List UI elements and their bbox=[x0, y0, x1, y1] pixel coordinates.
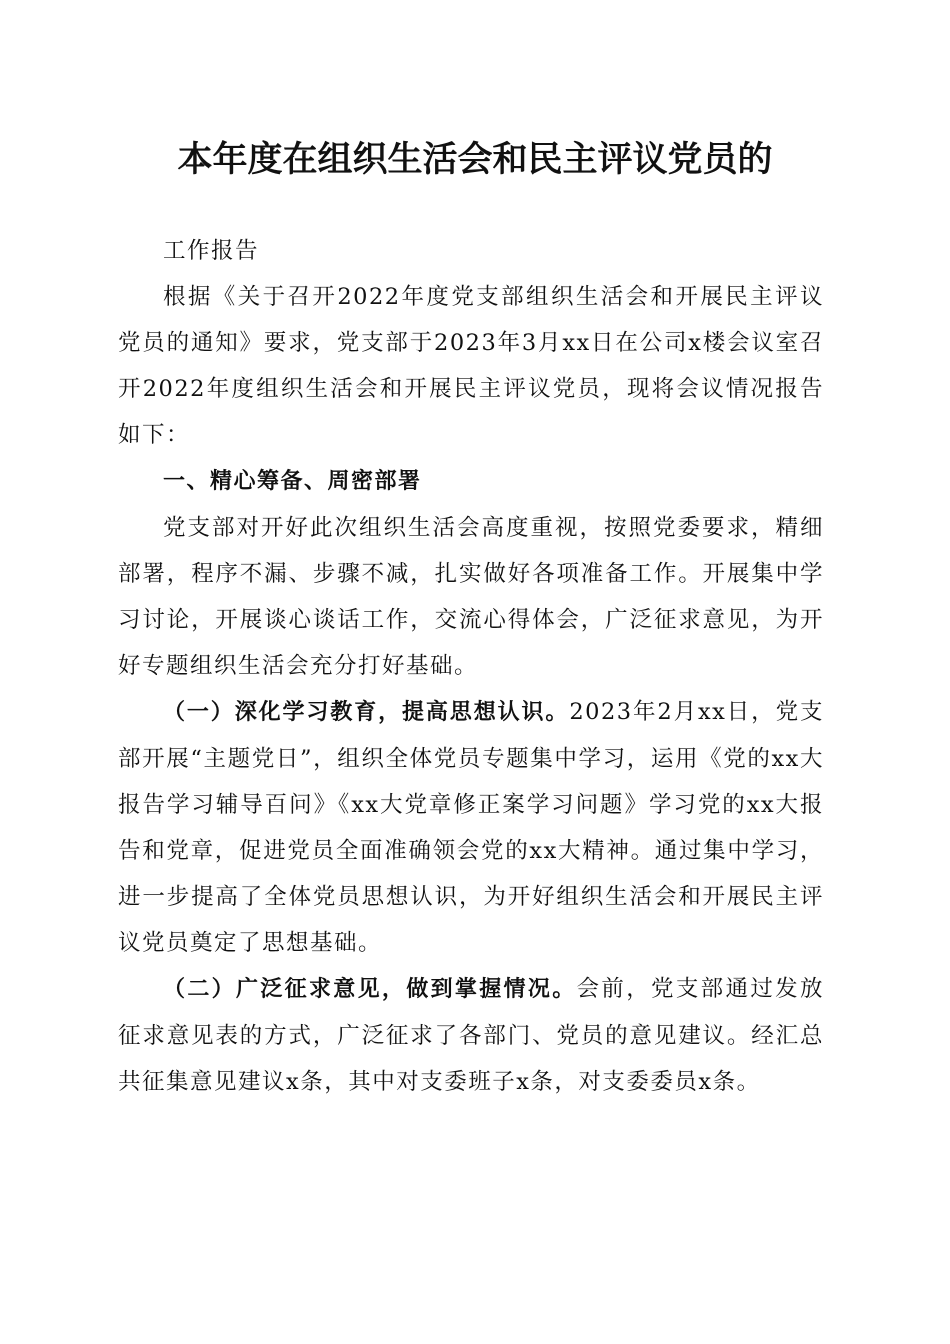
section-heading-text: 一、精心筹备、周密部署 bbox=[163, 469, 422, 494]
paragraph-subsection-1 bbox=[118, 689, 824, 966]
paragraph-text: 会前，党支部通过发放征求意见表的方式，广泛征求了各部门、党员的意见建议。经汇总共征集意见建议x条，其中对支委班子x条，对支委委员x条。 bbox=[118, 976, 824, 1095]
document-title: 本年度在组织生活会和民主评议党员的 bbox=[177, 139, 773, 180]
paragraph-text: 根据《关于召开2022年度党支部组织生活会和开展民主评议党员的通知》要求，党支部于2023年3月xx日在公司x楼会议室召开2022年度组织生活会和开展民主评议党员，现将会议情况报告如下： bbox=[118, 284, 824, 448]
paragraph-section-body bbox=[118, 505, 824, 689]
subsection-lead: （二）广泛征求意见，做到掌握情况。 bbox=[163, 977, 577, 1002]
section-heading bbox=[118, 458, 824, 505]
paragraph-text: 党支部对开好此次组织生活会高度重视，按照党委要求，精细部署，程序不漏、步骤不减，扎实做好各项准备工作。开展集中学习讨论，开展谈心谈话工作，交流心得体会，广泛征求意见，为开好专题组织生活会充分打好基础。 bbox=[118, 515, 824, 679]
paragraph-subsection-2 bbox=[118, 966, 824, 1105]
paragraph-text: 工作报告 bbox=[163, 238, 260, 264]
subsection-lead: （一）深化学习教育，提高思想认识。 bbox=[163, 700, 570, 725]
paragraph-text: 2023年2月xx日，党支部开展“主题党日”，组织全体党员专题集中学习，运用《党的xx大报告学习辅导百问》《xx大党章修正案学习问题》学习党的xx大报告和党章，促进党员全面准确领会党的xx大精神。通过集中学习，进一步提高了全体党员思想认识，为开好组织生活会和开展民主评议党员奠定了思想基础。 bbox=[118, 699, 824, 956]
paragraph-subtitle bbox=[118, 228, 824, 274]
document-body bbox=[118, 228, 824, 1105]
paragraph-intro bbox=[118, 274, 824, 458]
